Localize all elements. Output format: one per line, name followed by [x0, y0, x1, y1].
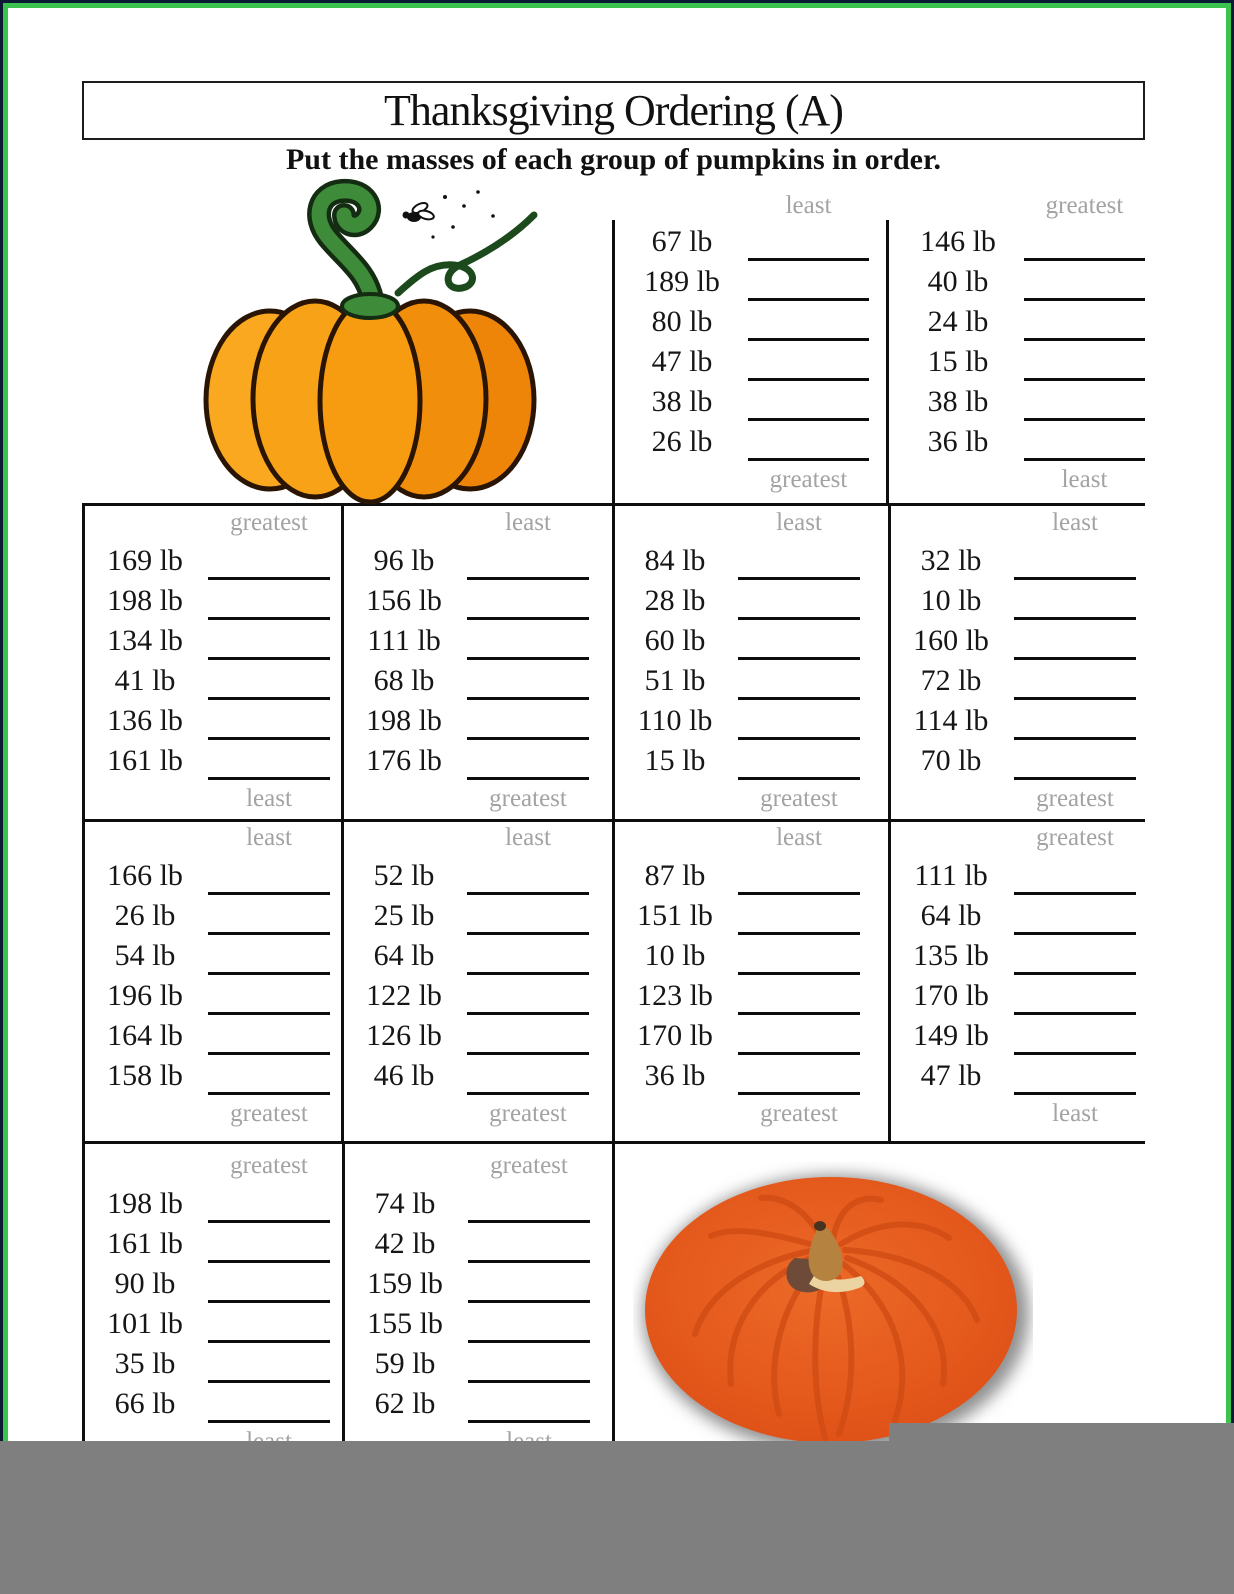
mass-value: 146 lb	[920, 225, 996, 258]
mass-group-4	[341, 505, 612, 817]
mass-item	[82, 1184, 342, 1224]
mass-value: 26 lb	[114, 899, 176, 932]
answer-line[interactable]	[468, 1340, 590, 1343]
mass-value: 169 lb	[107, 544, 183, 577]
answer-line[interactable]	[468, 1260, 590, 1263]
mass-value: 159 lb	[367, 1267, 443, 1300]
mass-group-1	[612, 190, 886, 498]
mass-item	[612, 701, 888, 741]
mass-item	[341, 581, 612, 621]
mass-value: 28 lb	[644, 584, 706, 617]
mass-item	[612, 976, 888, 1016]
mass-value: 170 lb	[913, 979, 989, 1012]
answer-line[interactable]	[467, 697, 589, 700]
mass-item	[341, 701, 612, 741]
order-hint-bottom: greatest	[760, 1100, 838, 1127]
answer-line[interactable]	[1014, 577, 1136, 580]
order-hint-top: greatest	[230, 1152, 308, 1179]
mass-value: 170 lb	[637, 1019, 713, 1052]
answer-line[interactable]	[208, 697, 330, 700]
mass-value: 176 lb	[366, 744, 442, 777]
mass-value: 38 lb	[651, 385, 713, 418]
answer-line[interactable]	[208, 1220, 330, 1223]
mass-group-2	[888, 190, 1145, 498]
mass-item	[341, 621, 612, 661]
answer-line[interactable]	[467, 617, 589, 620]
answer-line[interactable]	[1014, 1092, 1136, 1095]
answer-line[interactable]	[467, 1092, 589, 1095]
mass-value: 66 lb	[114, 1387, 176, 1420]
mass-value: 111 lb	[367, 624, 441, 657]
mass-item	[888, 581, 1145, 621]
mass-value: 198 lb	[107, 584, 183, 617]
mass-item	[612, 856, 888, 896]
mass-item	[612, 342, 886, 382]
answer-line[interactable]	[467, 737, 589, 740]
answer-line[interactable]	[1014, 1052, 1136, 1055]
order-hint-top: least	[505, 824, 551, 851]
answer-line[interactable]	[748, 258, 869, 261]
mass-item	[342, 1184, 612, 1224]
mass-value: 59 lb	[374, 1347, 436, 1380]
answer-line[interactable]	[467, 777, 589, 780]
mass-item	[612, 661, 888, 701]
mass-item	[341, 1056, 612, 1096]
answer-line[interactable]	[748, 418, 869, 421]
answer-line[interactable]	[208, 657, 330, 660]
mass-item	[82, 701, 341, 741]
answer-line[interactable]	[1014, 972, 1136, 975]
answer-line[interactable]	[467, 577, 589, 580]
mass-value: 46 lb	[373, 1059, 435, 1092]
answer-line[interactable]	[208, 577, 330, 580]
mass-item	[342, 1224, 612, 1264]
photo-pumpkin-image	[633, 1162, 1033, 1462]
mass-value: 72 lb	[920, 664, 982, 697]
order-hint-bottom: greatest	[1036, 785, 1114, 812]
mass-item	[612, 936, 888, 976]
mass-value: 62 lb	[374, 1387, 436, 1420]
mass-value: 164 lb	[107, 1019, 183, 1052]
mass-value: 136 lb	[107, 704, 183, 737]
mass-item	[82, 1384, 342, 1424]
mass-value: 111 lb	[914, 859, 988, 892]
mass-item	[82, 976, 341, 1016]
answer-line[interactable]	[208, 1300, 330, 1303]
mass-value: 123 lb	[637, 979, 713, 1012]
answer-line[interactable]	[208, 1260, 330, 1263]
answer-line[interactable]	[1014, 617, 1136, 620]
order-hint-bottom: greatest	[769, 466, 848, 493]
mass-item	[612, 302, 886, 342]
mass-group-8	[341, 820, 612, 1132]
mass-item	[82, 936, 341, 976]
mass-value: 64 lb	[373, 939, 435, 972]
mass-value: 24 lb	[927, 305, 989, 338]
gray-overlay-bar	[0, 1441, 1234, 1594]
fly-icon	[403, 190, 495, 238]
mass-item	[82, 581, 341, 621]
mass-item	[342, 1384, 612, 1424]
answer-line[interactable]	[738, 657, 860, 660]
mass-value: 36 lb	[927, 425, 989, 458]
mass-item	[888, 661, 1145, 701]
mass-value: 156 lb	[366, 584, 442, 617]
mass-item	[341, 936, 612, 976]
answer-line[interactable]	[738, 737, 860, 740]
order-hint-top: least	[1052, 509, 1098, 536]
mass-group-11	[82, 1148, 342, 1460]
mass-item	[888, 856, 1145, 896]
mass-group-7	[82, 820, 341, 1132]
mass-item	[82, 1056, 341, 1096]
order-hint-bottom: greatest	[489, 1100, 567, 1127]
mass-item	[888, 896, 1145, 936]
mass-item	[612, 222, 886, 262]
mass-item	[888, 1056, 1145, 1096]
answer-line[interactable]	[208, 737, 330, 740]
answer-line[interactable]	[208, 932, 330, 935]
answer-line[interactable]	[468, 1420, 590, 1423]
mass-value: 134 lb	[107, 624, 183, 657]
answer-line[interactable]	[1014, 1012, 1136, 1015]
answer-line[interactable]	[208, 1420, 330, 1423]
answer-line[interactable]	[468, 1380, 590, 1383]
mass-value: 126 lb	[366, 1019, 442, 1052]
mass-group-6	[888, 505, 1145, 817]
answer-line[interactable]	[738, 932, 860, 935]
mass-value: 36 lb	[644, 1059, 706, 1092]
mass-item	[82, 896, 341, 936]
mass-item	[341, 661, 612, 701]
answer-line[interactable]	[1014, 892, 1136, 895]
mass-item	[82, 541, 341, 581]
mass-value: 161 lb	[107, 744, 183, 777]
answer-line[interactable]	[1014, 777, 1136, 780]
mass-value: 52 lb	[373, 859, 435, 892]
mass-value: 32 lb	[920, 544, 982, 577]
mass-item	[341, 541, 612, 581]
order-hint-top: greatest	[1045, 192, 1124, 219]
mass-value: 114 lb	[913, 704, 989, 737]
answer-line[interactable]	[1014, 932, 1136, 935]
answer-line[interactable]	[208, 617, 330, 620]
mass-item	[888, 741, 1145, 781]
answer-line[interactable]	[208, 1340, 330, 1343]
mass-item	[888, 541, 1145, 581]
mass-value: 60 lb	[644, 624, 706, 657]
answer-line[interactable]	[467, 657, 589, 660]
answer-line[interactable]	[208, 777, 330, 780]
mass-item	[612, 382, 886, 422]
mass-value: 90 lb	[114, 1267, 176, 1300]
mass-item	[888, 701, 1145, 741]
mass-value: 135 lb	[913, 939, 989, 972]
order-hint-top: greatest	[1036, 824, 1114, 851]
mass-group-10	[888, 820, 1145, 1132]
mass-value: 47 lb	[651, 345, 713, 378]
mass-group-5	[612, 505, 888, 817]
mass-value: 10 lb	[644, 939, 706, 972]
mass-value: 87 lb	[644, 859, 706, 892]
mass-value: 196 lb	[107, 979, 183, 1012]
answer-line[interactable]	[738, 972, 860, 975]
answer-line[interactable]	[1024, 418, 1145, 421]
mass-item	[888, 936, 1145, 976]
mass-value: 51 lb	[644, 664, 706, 697]
page-title: Thanksgiving Ordering (A)	[384, 86, 843, 135]
mass-value: 110 lb	[637, 704, 713, 737]
mass-value: 166 lb	[107, 859, 183, 892]
mass-value: 38 lb	[927, 385, 989, 418]
mass-group-12	[342, 1148, 612, 1460]
answer-line[interactable]	[467, 892, 589, 895]
mass-group-9	[612, 820, 888, 1132]
gray-overlay-step	[889, 1423, 1234, 1443]
answer-line[interactable]	[738, 617, 860, 620]
mass-value: 35 lb	[114, 1347, 176, 1380]
mass-item	[341, 896, 612, 936]
mass-item	[612, 422, 886, 462]
mass-item	[82, 621, 341, 661]
mass-item	[888, 422, 1145, 462]
mass-item	[341, 1016, 612, 1056]
mass-value: 47 lb	[920, 1059, 982, 1092]
mass-item	[888, 1016, 1145, 1056]
cartoon-pumpkin-image	[160, 175, 580, 505]
mass-value: 74 lb	[374, 1187, 436, 1220]
answer-line[interactable]	[748, 458, 869, 461]
mass-value: 70 lb	[920, 744, 982, 777]
answer-line[interactable]	[468, 1220, 590, 1223]
mass-value: 54 lb	[114, 939, 176, 972]
mass-value: 68 lb	[373, 664, 435, 697]
answer-line[interactable]	[208, 1092, 330, 1095]
mass-value: 161 lb	[107, 1227, 183, 1260]
mass-value: 101 lb	[107, 1307, 183, 1340]
mass-item	[888, 342, 1145, 382]
mass-item	[82, 1344, 342, 1384]
mass-value: 15 lb	[927, 345, 989, 378]
mass-item	[342, 1344, 612, 1384]
mass-item	[341, 741, 612, 781]
answer-line[interactable]	[748, 338, 869, 341]
mass-item	[342, 1304, 612, 1344]
answer-line[interactable]	[738, 697, 860, 700]
answer-line[interactable]	[208, 972, 330, 975]
mass-item	[82, 1264, 342, 1304]
mass-item	[82, 1224, 342, 1264]
order-hint-bottom: least	[1061, 466, 1108, 493]
mass-item	[82, 856, 341, 896]
order-hint-bottom: least	[1052, 1100, 1098, 1127]
mass-value: 151 lb	[637, 899, 713, 932]
answer-line[interactable]	[1014, 697, 1136, 700]
order-hint-top: greatest	[490, 1152, 568, 1179]
worksheet-title-box	[82, 81, 1145, 140]
mass-value: 155 lb	[367, 1307, 443, 1340]
mass-value: 67 lb	[651, 225, 713, 258]
answer-line[interactable]	[208, 892, 330, 895]
order-hint-top: least	[246, 824, 292, 851]
mass-value: 122 lb	[366, 979, 442, 1012]
mass-item	[342, 1264, 612, 1304]
order-hint-bottom: greatest	[230, 1100, 308, 1127]
mass-value: 26 lb	[651, 425, 713, 458]
answer-line[interactable]	[468, 1300, 590, 1303]
mass-item	[82, 1016, 341, 1056]
answer-line[interactable]	[467, 1052, 589, 1055]
mass-value: 149 lb	[913, 1019, 989, 1052]
mass-item	[612, 581, 888, 621]
mass-item	[612, 896, 888, 936]
mass-item	[888, 222, 1145, 262]
mass-value: 198 lb	[107, 1187, 183, 1220]
mass-item	[341, 856, 612, 896]
answer-line[interactable]	[738, 1052, 860, 1055]
mass-value: 96 lb	[373, 544, 435, 577]
answer-line[interactable]	[208, 1380, 330, 1383]
answer-line[interactable]	[1024, 458, 1145, 461]
mass-value: 64 lb	[920, 899, 982, 932]
answer-line[interactable]	[738, 892, 860, 895]
answer-line[interactable]	[1024, 298, 1145, 301]
answer-line[interactable]	[1024, 338, 1145, 341]
mass-value: 160 lb	[913, 624, 989, 657]
mass-item	[82, 741, 341, 781]
answer-line[interactable]	[738, 1012, 860, 1015]
order-hint-bottom: greatest	[489, 785, 567, 812]
order-hint-top: least	[776, 509, 822, 536]
order-hint-top: greatest	[230, 509, 308, 536]
mass-value: 158 lb	[107, 1059, 183, 1092]
mass-item	[612, 1016, 888, 1056]
mass-value: 10 lb	[920, 584, 982, 617]
answer-line[interactable]	[467, 932, 589, 935]
divider-row4-b	[612, 1144, 615, 1444]
mass-value: 15 lb	[644, 744, 706, 777]
order-hint-bottom: least	[246, 785, 292, 812]
mass-item	[612, 541, 888, 581]
order-hint-top: least	[785, 192, 832, 219]
answer-line[interactable]	[208, 1052, 330, 1055]
mass-item	[612, 262, 886, 302]
mass-item	[888, 621, 1145, 661]
answer-line[interactable]	[738, 777, 860, 780]
answer-line[interactable]	[1024, 258, 1145, 261]
answer-line[interactable]	[738, 1092, 860, 1095]
mass-group-3	[82, 505, 341, 817]
mass-value: 25 lb	[373, 899, 435, 932]
mass-value: 189 lb	[644, 265, 720, 298]
answer-line[interactable]	[738, 577, 860, 580]
order-hint-bottom: greatest	[760, 785, 838, 812]
mass-item	[888, 976, 1145, 1016]
mass-item	[82, 661, 341, 701]
answer-line[interactable]	[1024, 378, 1145, 381]
mass-item	[341, 976, 612, 1016]
mass-value: 40 lb	[927, 265, 989, 298]
mass-value: 80 lb	[651, 305, 713, 338]
mass-value: 84 lb	[644, 544, 706, 577]
answer-line[interactable]	[1014, 657, 1136, 660]
answer-line[interactable]	[1014, 737, 1136, 740]
answer-line[interactable]	[748, 298, 869, 301]
mass-item	[888, 302, 1145, 342]
mass-item	[888, 382, 1145, 422]
answer-line[interactable]	[467, 972, 589, 975]
mass-value: 42 lb	[374, 1227, 436, 1260]
mass-item	[888, 262, 1145, 302]
mass-item	[612, 621, 888, 661]
worksheet-instructions: Put the masses of each group of pumpkins in order.	[285, 143, 942, 176]
answer-line[interactable]	[208, 1012, 330, 1015]
mass-value: 198 lb	[366, 704, 442, 737]
mass-item	[612, 741, 888, 781]
order-hint-top: least	[776, 824, 822, 851]
answer-line[interactable]	[467, 1012, 589, 1015]
mass-item	[612, 1056, 888, 1096]
order-hint-top: least	[505, 509, 551, 536]
answer-line[interactable]	[748, 378, 869, 381]
mass-item	[82, 1304, 342, 1344]
mass-value: 41 lb	[114, 664, 176, 697]
